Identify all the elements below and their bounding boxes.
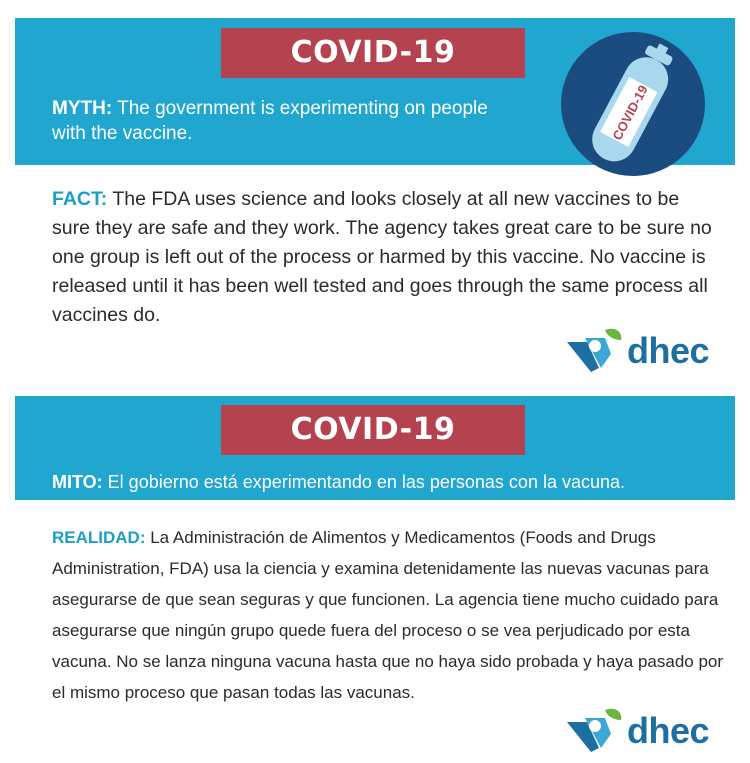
badge-label: COVID-19 — [609, 82, 651, 143]
dhec-logo — [565, 708, 715, 754]
english-myth — [52, 96, 522, 146]
fact-label: FACT: — [52, 188, 108, 210]
english-title: COVID-19 — [221, 28, 525, 78]
english-fact — [52, 185, 722, 330]
myth-text: El gobierno está experimentando en las personas con la vacuna. — [102, 472, 626, 492]
myth-label: MYTH: — [52, 98, 113, 119]
vaccine-vial-icon — [561, 32, 705, 176]
myth-label: MITO: — [52, 472, 103, 492]
spanish-fact — [52, 522, 732, 708]
fact-text: The FDA uses science and looks closely at all new vaccines to be sure they are safe and they work. The agency takes great care to be sure no one group is left out of the process or harmed by this vaccine. No vaccine is released until it has been well tested and goes through the same process all vaccines do. — [52, 188, 712, 326]
logo-text: dhec — [627, 330, 710, 371]
fact-label: REALIDAD: — [52, 528, 146, 547]
myth-text: The government is experimenting on people with the vaccine. — [52, 98, 488, 144]
dhec-logo — [565, 328, 715, 374]
logo-text: dhec — [627, 710, 710, 751]
spanish-title: COVID-19 — [221, 405, 525, 455]
spanish-myth — [52, 470, 712, 495]
fact-text: La Administración de Alimentos y Medicamentos (Foods and Drugs Administration, FDA) usa la ciencia y examina detenidamente las nuevas vacunas para asegurarse de que sean seguras y que funcionen. La agencia tiene mucho cuidado para asegurarse que ningún grupo quede fuera del proceso o se vea perjudicado por esta vacuna. No se lanza ninguna vacuna hasta que no haya sido probada y haya pasado por el mismo proceso que pasan todas las vacunas. — [52, 528, 724, 702]
